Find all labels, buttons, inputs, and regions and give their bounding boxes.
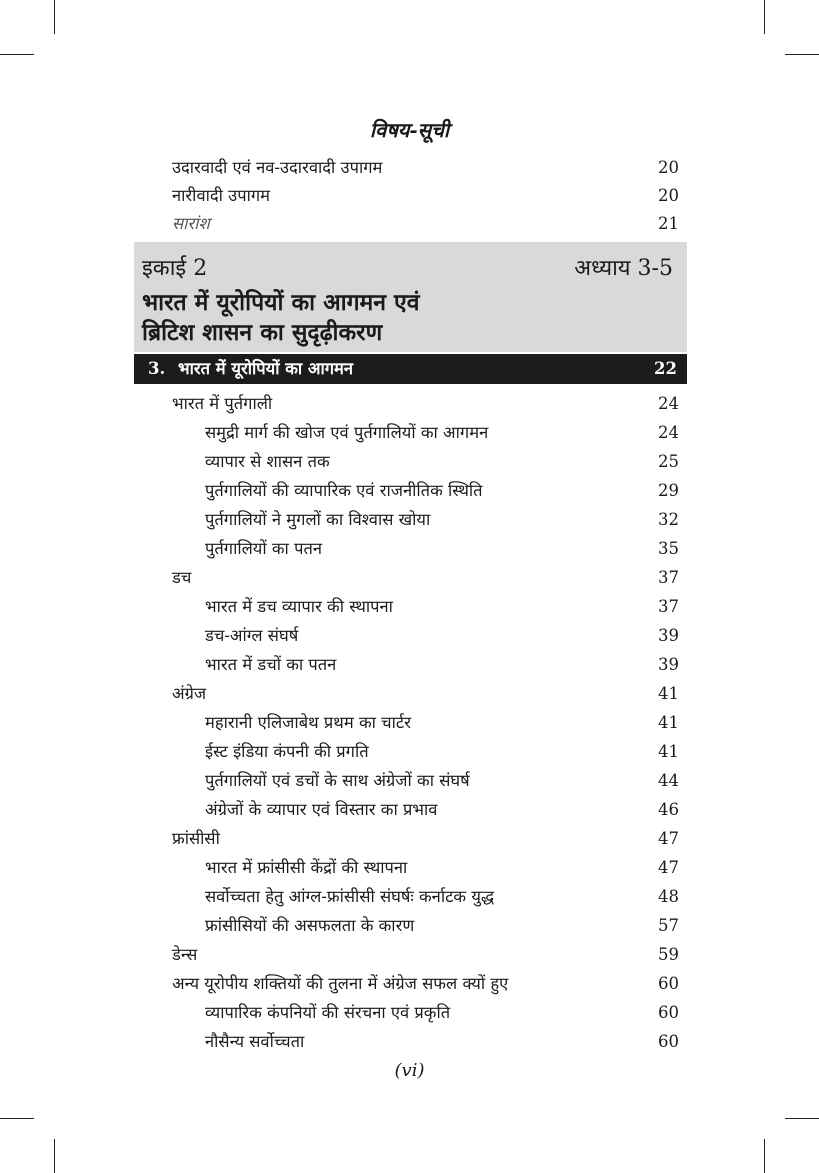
toc-entry-title: पुर्तगालियों का पतन [205,539,323,558]
toc-entry [172,181,679,210]
toc-entry-page: 41 [658,684,679,703]
toc-subentry [205,882,679,911]
crop-mark [785,1118,819,1119]
toc-subentry [205,737,679,766]
toc-entry-title: समुद्री मार्ग की खोज एवं पुर्तगालियों का आगमन [205,423,489,442]
toc-entry-page: 60 [658,1032,679,1051]
crop-mark [54,1139,55,1173]
toc-entry-page: 37 [658,568,679,587]
toc-entry [172,209,679,238]
toc-entry [172,969,679,998]
chapter-heading [134,354,687,384]
toc-subentry [205,418,679,447]
page-number: (vi) [394,1060,425,1081]
crop-mark [0,1118,34,1119]
toc-entry-page: 59 [658,945,679,964]
toc-entry-page: 44 [658,771,679,790]
toc-entry-page: 24 [658,394,679,413]
toc-entry-title: भारत में फ्रांसीसी केंद्रों की स्थापना [205,858,408,877]
toc-subentry [205,911,679,940]
toc-entry-title: महारानी एलिजाबेथ प्रथम का चार्टर [205,713,411,732]
unit-title [142,288,420,348]
toc-entry [172,153,679,182]
toc-entry-title: व्यापार से शासन तक [205,452,330,471]
toc-entry-title: पुर्तगालियों एवं डचों के साथ अंग्रेजों का संघर्ष [205,771,470,790]
toc-entry [172,940,679,969]
toc-subentry [205,708,679,737]
toc-subentry [205,795,679,824]
toc-entry-title: भारत में डच व्यापार की स्थापना [205,597,393,616]
toc-entry-title: नारीवादी उपागम [172,186,271,205]
toc-entry-title: सारांश [172,214,210,233]
toc-entry-title: डच [172,568,192,587]
crop-mark [54,0,55,34]
unit-title-line: भारत में यूरोपियों का आगमन एवं [142,289,420,316]
toc-entry-page: 46 [658,800,679,819]
toc-entry [172,389,679,418]
toc-entry-title: भारत में डचों का पतन [205,655,337,674]
toc-entry-page: 41 [658,742,679,761]
page-header: विषय-सूची [369,118,450,142]
toc-entry-title: सर्वोच्चता हेतु आंग्ल-फ्रांसीसी संघर्षः कर्नाटक युद्ध [205,887,495,906]
toc-entry-title: पुर्तगालियों की व्यापारिक एवं राजनीतिक स्थिति [205,481,483,500]
toc-entry-title: व्यापारिक कंपनियों की संरचना एवं प्रकृति [205,1003,451,1022]
toc-subentry [205,621,679,650]
toc-subentry [205,998,679,1027]
toc-entry [172,563,679,592]
unit-title-line: ब्रिटिश शासन का सुदृढ़ीकरण [142,319,383,346]
toc-entry-page: 48 [658,887,679,906]
chapter-number: 3. [148,359,166,378]
toc-entry-page: 32 [658,510,679,529]
toc-entry-title: डेन्स [172,945,198,964]
toc-entry-page: 37 [658,597,679,616]
toc-entry-page: 35 [658,539,679,558]
toc-entry-page: 21 [658,214,679,233]
toc-entry [172,679,679,708]
toc-entry-title: फ्रांसीसी [172,829,220,848]
unit-label: इकाई 2 [142,256,208,281]
toc-entry-page: 47 [658,829,679,848]
crop-mark [764,0,765,34]
unit-chapters: अध्याय 3-5 [574,256,673,281]
toc-entry-page: 20 [658,186,679,205]
unit-banner [134,242,687,352]
toc-subentry [205,1027,679,1056]
toc-subentry [205,650,679,679]
toc-entry-page: 25 [658,452,679,471]
toc-entry-title: पुर्तगालियों ने मुगलों का विश्वास खोया [205,510,431,529]
toc-entry-title: अंग्रेज [172,684,207,703]
toc-entry-title: नौसैन्य सर्वोच्चता [205,1032,305,1051]
toc-subentry [205,447,679,476]
toc-subentry [205,592,679,621]
toc-entry-page: 20 [658,158,679,177]
crop-mark [764,1139,765,1173]
toc-entry-page: 47 [658,858,679,877]
toc-entry-page: 39 [658,655,679,674]
crop-mark [0,54,34,55]
toc-entry-page: 24 [658,423,679,442]
toc-entry-page: 57 [658,916,679,935]
toc-entry-page: 60 [658,1003,679,1022]
toc-entry-title: अन्य यूरोपीय शक्तियों की तुलना में अंग्रेज सफल क्यों हुए [172,974,509,993]
toc-entry [172,824,679,853]
toc-entry-title: भारत में पुर्तगाली [172,394,273,413]
toc-entry-title: ईस्ट इंडिया कंपनी की प्रगति [205,742,369,761]
crop-mark [785,54,819,55]
toc-entry-title: फ्रांसीसियों की असफलता के कारण [205,916,415,935]
toc-entry-title: उदारवादी एवं नव-उदारवादी उपागम [172,158,383,177]
toc-entry-title: डच-आंग्ल संघर्ष [205,626,299,645]
toc-entry-title: अंग्रेजों के व्यापार एवं विस्तार का प्रभाव [205,800,438,819]
chapter-page: 22 [654,359,677,378]
toc-subentry [205,476,679,505]
toc-subentry [205,505,679,534]
toc-entry-page: 29 [658,481,679,500]
toc-subentry [205,766,679,795]
toc-entry-page: 60 [658,974,679,993]
toc-entry-page: 41 [658,713,679,732]
toc-subentry [205,534,679,563]
toc-entry-page: 39 [658,626,679,645]
chapter-title: भारत में यूरोपियों का आगमन [178,359,354,378]
toc-subentry [205,853,679,882]
